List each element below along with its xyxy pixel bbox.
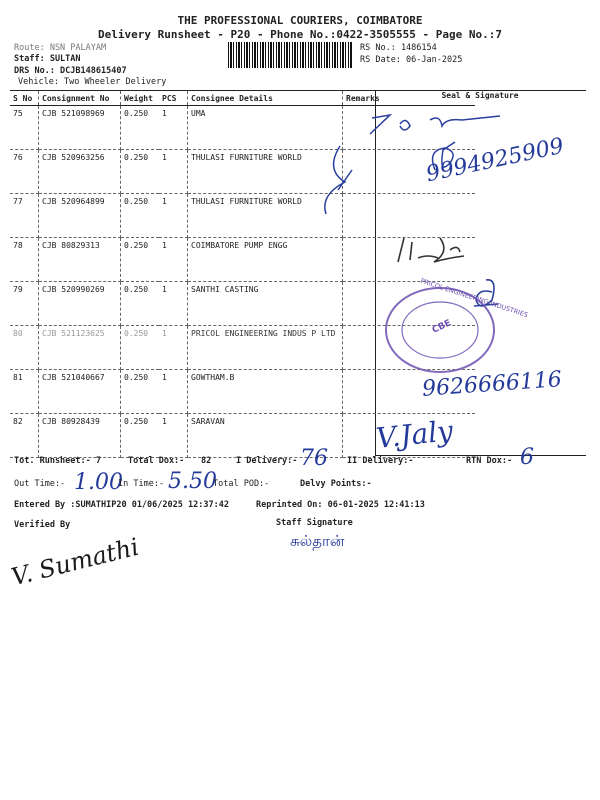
cell-sno: 79 bbox=[10, 282, 39, 326]
cell-weight: 0.250 bbox=[121, 106, 160, 150]
col-header-weight: Weight bbox=[121, 91, 160, 106]
cell-pcs: 1 bbox=[159, 282, 188, 326]
cell-weight: 0.250 bbox=[121, 370, 160, 414]
cell-sno: 75 bbox=[10, 106, 39, 150]
drs-number: DRS No.: DCJB148615407 bbox=[14, 66, 127, 76]
cell-pcs: 1 bbox=[159, 414, 188, 458]
ii-delivery-label: II Delivery:- bbox=[347, 456, 414, 466]
cell-sno: 76 bbox=[10, 150, 39, 194]
cell-consignment: CJB 520990269 bbox=[39, 282, 121, 326]
col-header-pcs: PCS bbox=[159, 91, 188, 106]
stamp-ring-text: PRICOL ENGINEERING INDUSTRIES bbox=[419, 276, 529, 320]
cell-consignment: CJB 521040667 bbox=[39, 370, 121, 414]
staff-signature-label: Staff Signature bbox=[276, 518, 353, 528]
cell-consignee: THULASI FURNITURE WORLD bbox=[188, 150, 343, 194]
handwritten-phone-2: 9626666116 bbox=[421, 367, 563, 402]
col-header-remarks: Remarks bbox=[343, 91, 476, 106]
staff-signature: சுல்தான் bbox=[290, 532, 345, 550]
signature-scribble-row78 bbox=[390, 232, 490, 272]
cell-sno: 82 bbox=[10, 414, 39, 458]
handwritten-phone-1: 9994925909 bbox=[423, 133, 567, 188]
cell-consignee: SARAVAN bbox=[188, 414, 343, 458]
barcode bbox=[228, 42, 352, 68]
total-dox-label: Total Dox:- bbox=[128, 456, 185, 466]
out-time-value: 1.00 bbox=[74, 470, 123, 495]
rtn-dox-label: RTN Dox:- bbox=[466, 456, 513, 466]
cell-consignment: CJB 80829313 bbox=[39, 238, 121, 282]
cell-consignment: CJB 80928439 bbox=[39, 414, 121, 458]
cell-consignment: CJB 521098969 bbox=[39, 106, 121, 150]
cell-pcs: 1 bbox=[159, 238, 188, 282]
tot-runsheet: Tot. Runsheet:- 7 bbox=[14, 456, 101, 466]
cell-weight: 0.250 bbox=[121, 150, 160, 194]
i-delivery-label: I Delivery:- bbox=[236, 456, 298, 466]
cell-consignment: CJB 520964899 bbox=[39, 194, 121, 238]
staff-label: Staff: SULTAN bbox=[14, 54, 81, 64]
cell-pcs: 1 bbox=[159, 370, 188, 414]
cell-consignee: PRICOL ENGINEERING INDUS P LTD bbox=[188, 326, 343, 370]
reprinted-on: Reprinted On: 06-01-2025 12:41:13 bbox=[256, 500, 425, 510]
total-dox-value: 82 bbox=[201, 456, 212, 466]
col-header-seal-signature: Seal & Signature bbox=[441, 91, 519, 100]
cell-weight: 0.250 bbox=[121, 282, 160, 326]
verified-signature: V. Sumathi bbox=[8, 532, 142, 592]
delvy-points-label: Delvy Points:- bbox=[300, 479, 372, 489]
cell-weight: 0.250 bbox=[121, 414, 160, 458]
cell-pcs: 1 bbox=[159, 106, 188, 150]
table-header-row bbox=[10, 91, 475, 106]
total-pod-label: Total POD:- bbox=[213, 479, 270, 489]
cell-weight: 0.250 bbox=[121, 238, 160, 282]
cell-consignee: UMA bbox=[188, 106, 343, 150]
cell-consignee: COIMBATORE PUMP ENGG bbox=[188, 238, 343, 282]
col-header-sno: S No bbox=[10, 91, 39, 106]
cell-pcs: 1 bbox=[159, 326, 188, 370]
signature-scribble-row75 bbox=[360, 110, 510, 140]
cell-weight: 0.250 bbox=[121, 326, 160, 370]
table-row bbox=[10, 150, 475, 194]
rs-date: RS Date: 06-Jan-2025 bbox=[360, 55, 463, 65]
company-title: THE PROFESSIONAL COURIERS, COIMBATORE bbox=[177, 14, 423, 27]
out-time-label: Out Time:- bbox=[14, 479, 66, 489]
rtn-dox-value: 6 bbox=[520, 445, 534, 470]
cell-consignee: SANTHI CASTING bbox=[188, 282, 343, 326]
cell-weight: 0.250 bbox=[121, 194, 160, 238]
cell-consignee: GOWTHAM.B bbox=[188, 370, 343, 414]
route-label: Route: NSN PALAYAM bbox=[14, 43, 107, 53]
cell-consignment: CJB 521123625 bbox=[39, 326, 121, 370]
vehicle-label: Vehicle: Two Wheeler Delivery bbox=[18, 77, 167, 87]
verified-by-label: Verified By bbox=[14, 520, 71, 530]
cell-consignment: CJB 520963256 bbox=[39, 150, 121, 194]
cell-consignee: THULASI FURNITURE WORLD bbox=[188, 194, 343, 238]
cell-sno: 81 bbox=[10, 370, 39, 414]
runsheet-subtitle: Delivery Runsheet - P20 - Phone No.:0422-3505555 - Page No.:7 bbox=[98, 28, 502, 41]
cell-sno: 77 bbox=[10, 194, 39, 238]
entered-by: Entered By :SUMATHIP20 01/06/2025 12:37:42 bbox=[14, 500, 229, 510]
cell-sno: 78 bbox=[10, 238, 39, 282]
bracket-scribble bbox=[300, 140, 370, 220]
in-time-value: 5.50 bbox=[168, 469, 217, 494]
rs-number: RS No.: 1486154 bbox=[360, 43, 437, 53]
runsheet-table bbox=[10, 90, 475, 458]
cell-sno: 80 bbox=[10, 326, 39, 370]
cell-pcs: 1 bbox=[159, 194, 188, 238]
i-delivery-value: 76 bbox=[300, 446, 328, 471]
table-row bbox=[10, 194, 475, 238]
signature-row82: V.Jaly bbox=[374, 414, 455, 455]
col-header-consignee: Consignee Details bbox=[188, 91, 343, 106]
stamp-center-text: CBE bbox=[430, 318, 453, 336]
col-header-consignment: Consignment No bbox=[39, 91, 121, 106]
in-time-label: In Time:- bbox=[118, 479, 165, 489]
cell-pcs: 1 bbox=[159, 150, 188, 194]
